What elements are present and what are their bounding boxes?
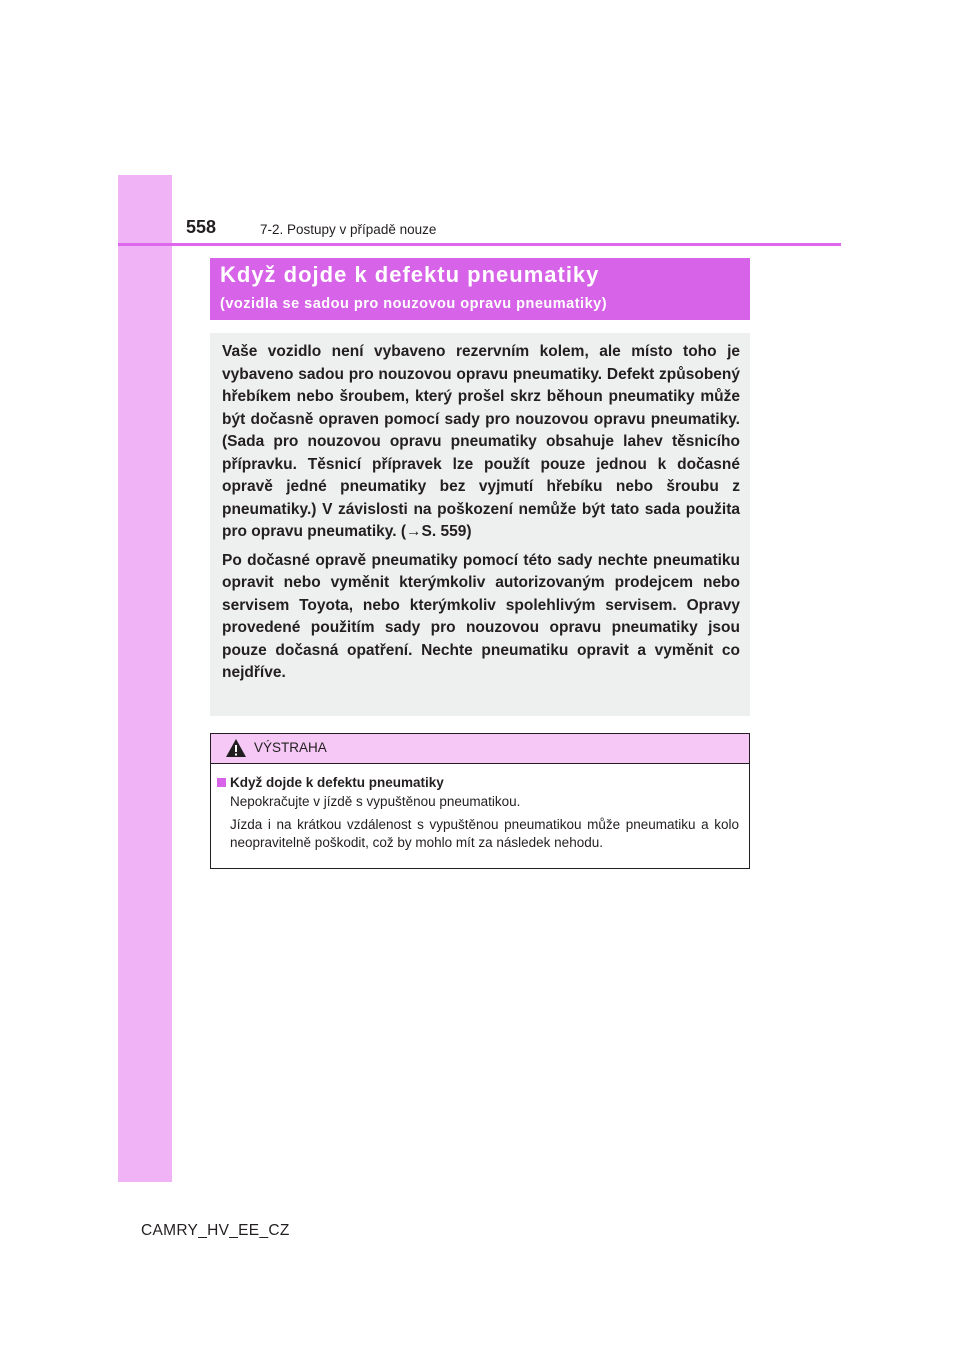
intro-paragraph-1: Vaše vozidlo není vybaveno rezervním kolem, ale místo toho je vybaveno sadou pro nouzovou opravu pneumatiky. Defekt způsobený hřebíkem nebo šroubem, který prošel skrz běhoun pneumatiky může být dočasně opraven pomocí sady pro nouzovou opravu pneumatiky. (Sada pro nouzovou opravu pneumatiky obsahuje lahev těsnicího přípravku. Těsnicí přípravek lze použít pouze jednou k dočasné opravě jedné pneumatiky bez vyjmutí hřebíku nebo šroubu z pneumatiky.) V závislosti na poškození nemůže být tato sada použita pro opravu pneumatiky. (→S. 559) (222, 343, 740, 540)
warning-text-1: Nepokračujte v jízdě s vypuštěnou pneumatikou. (230, 794, 521, 809)
page-title: Když dojde k defektu pneumatiky (220, 262, 600, 287)
page-subtitle: (vozidla se sadou pro nouzovou opravu pneumatiky) (220, 296, 608, 312)
warning-heading: Když dojde k defektu pneumatiky (230, 775, 444, 790)
warning-triangle-icon (225, 738, 247, 758)
warning-body (211, 764, 749, 852)
page-number: 558 (186, 217, 217, 237)
document-code: CAMRY_HV_EE_CZ (141, 1222, 290, 1239)
warning-text-2: Jízda i na krátkou vzdálenost s vypuštěnou pneumatikou může pneumatiku a kolo neopravitelně poškodit, což by mohlo mít za následek nehodu. (230, 817, 739, 850)
side-color-strip (118, 175, 172, 1182)
square-bullet-icon (217, 778, 226, 787)
intro-paragraph-2: Po dočasné opravě pneumatiky pomocí této sady nechte pneumatiku opravit nebo vyměnit kterýmkoliv autorizovaným prodejcem nebo servisem Toyota, nebo kterýmkoliv spolehlivým servisem. Opravy provedené použitím sady pro nouzovou opravu pneumatiky jsou pouze dočasná opatření. Nechte pneumatiku opravit a vyměnit co nejdříve. (222, 551, 740, 681)
warning-label: VÝSTRAHA (254, 740, 327, 755)
section-title: 7-2. Postupy v případě nouze (260, 222, 437, 237)
header-divider (118, 243, 841, 246)
warning-box (210, 733, 750, 869)
intro-box (210, 333, 750, 716)
warning-heading-row (217, 775, 739, 790)
title-banner (210, 258, 750, 320)
warning-header (211, 734, 749, 764)
